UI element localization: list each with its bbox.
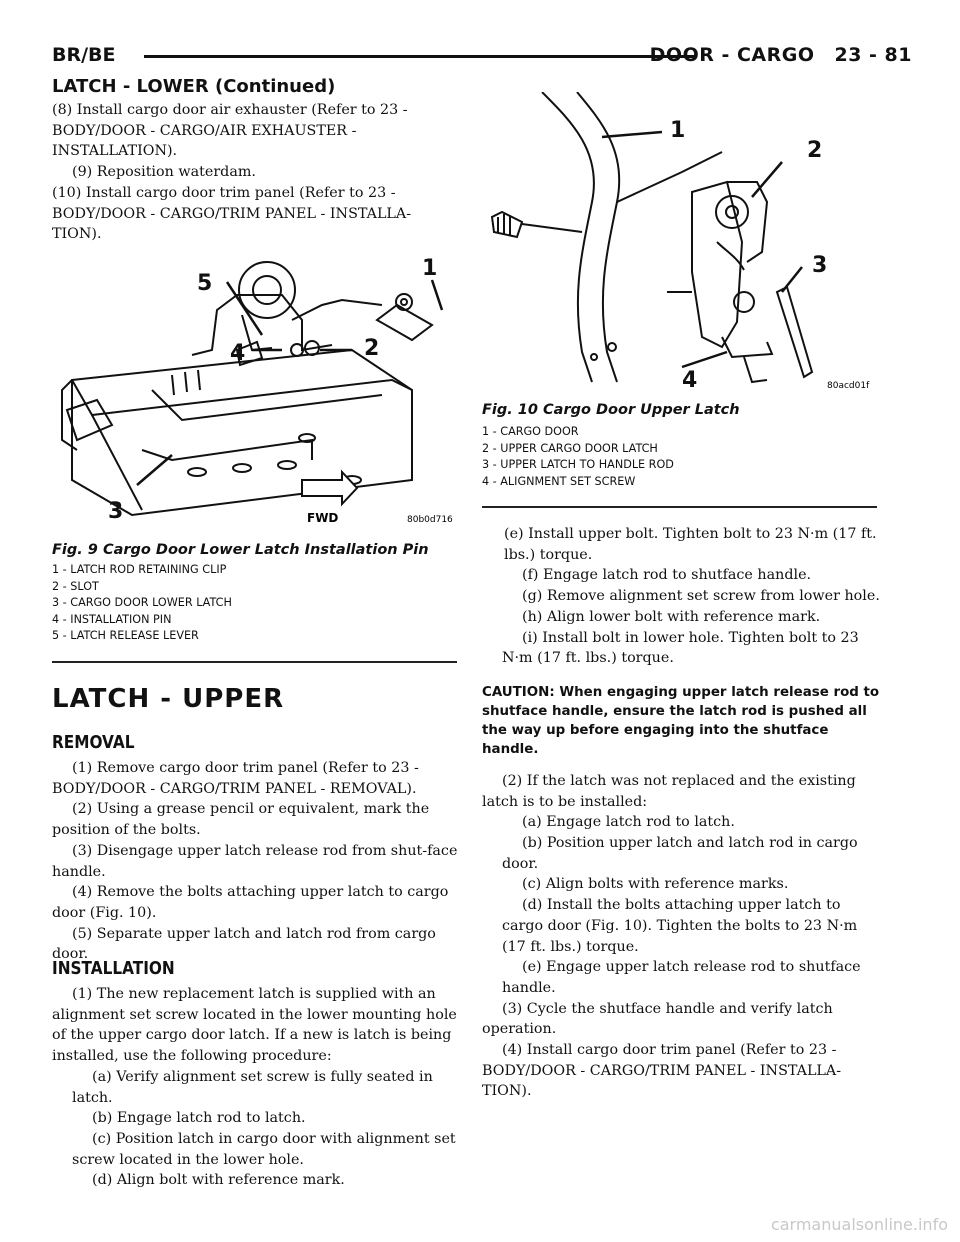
install-step-1: (1) The new replacement latch is supplied with an alignment set screw located in the lower mounting hole of the upper cargo door latch. If a new is latch is being installed, use the following procedure: (52, 986, 457, 1065)
fig9-callout-1: 1 (422, 256, 438, 281)
fig9-legend (52, 562, 462, 645)
fig10-callout-2: 2 (807, 138, 823, 163)
fig10-callout-3: 3 (812, 253, 828, 278)
fig9-caption: Fig. 9 Cargo Door Lower Latch Installation Pin (52, 542, 429, 558)
install-substep: (e) Engage upper latch release rod to shutface handle. (502, 959, 861, 996)
fig9-bottom-rule (52, 661, 457, 663)
removal-step: (5) Separate upper latch and latch rod from cargo door. (52, 925, 436, 963)
header-rule (144, 55, 694, 58)
install-substep: (d) Install the bolts attaching upper latch to cargo door (Fig. 10). Tighten the bolts to 23 N·m (17 ft. lbs.) torque. (502, 897, 858, 955)
header-section: DOOR - CARGO (649, 44, 815, 66)
fig10-legend-item: 4 - ALIGNMENT SET SCREW (482, 474, 636, 488)
install-substep: (c) Position latch in cargo door with alignment set screw located in the lower hole. (72, 1130, 456, 1168)
removal-step: (1) Remove cargo door trim panel (Refer to 23 - BODY/DOOR - CARGO/TRIM PANEL - REMOVAL). (52, 760, 419, 797)
fig9-callout-2: 2 (364, 336, 380, 361)
install-substep: (b) Position upper latch and latch rod in cargo door. (502, 835, 858, 872)
install-substep: (d) Align bolt with reference mark. (92, 1172, 345, 1189)
fig10-code: 80acd01f (827, 381, 870, 391)
install-step-4: (4) Install cargo door trim panel (Refer to 23 - BODY/DOOR - CARGO/TRIM PANEL - INSTALLA-TION). (482, 1042, 842, 1100)
installation-left (52, 984, 460, 1191)
intro-step-9: (9) Reposition waterdam. (72, 164, 256, 181)
install-substep: (f) Engage latch rod to shutface handle. (522, 567, 812, 584)
fig9-legend-item: 1 - LATCH ROD RETAINING CLIP (52, 563, 227, 576)
install-substep: (e) Install upper bolt. Tighten bolt to 23 N·m (17 ft. lbs.) torque. (504, 526, 877, 563)
install-substep: (h) Align lower bolt with reference mark. (522, 608, 821, 625)
install-substep: (c) Align bolts with reference marks. (522, 876, 789, 893)
install-substep: (a) Verify alignment set screw is fully seated in latch. (72, 1068, 433, 1106)
intro-step-10: (10) Install cargo door trim panel (Refer to 23 - BODY/DOOR - CARGO/TRIM PANEL - INSTALLA-TION). (52, 184, 412, 243)
install-substep: (g) Remove alignment set screw from lower hole. (522, 588, 880, 605)
fig9-code: 80b0d716 (407, 515, 453, 525)
installation-heading: INSTALLATION (52, 958, 175, 979)
page-header (52, 38, 912, 68)
section-title: LATCH - UPPER (52, 684, 285, 714)
fig9-callout-5: 5 (197, 271, 213, 296)
fig9-legend-item: 4 - INSTALLATION PIN (52, 612, 172, 626)
removal-step: (4) Remove the bolts attaching upper latch to cargo door (Fig. 10). (52, 884, 449, 921)
header-page-number: 23 - 81 (834, 44, 912, 66)
figure-9 (52, 250, 462, 645)
install-step-3: (3) Cycle the shutface handle and verify latch operation. (482, 1000, 833, 1038)
install-step-2: (2) If the latch was not replaced and the existing latch is to be installed: (482, 772, 856, 810)
fig9-callout-3: 3 (108, 499, 124, 524)
watermark: carmanualsonline.info (770, 1215, 948, 1234)
fig9-legend-item: 2 - SLOT (52, 579, 99, 593)
fig10-legend (482, 424, 880, 490)
fig10-bottom-rule (482, 506, 877, 508)
fig9-legend-item: 3 - CARGO DOOR LOWER LATCH (52, 596, 232, 610)
fig10-legend-item: 3 - UPPER LATCH TO HANDLE ROD (482, 458, 674, 472)
removal-heading: REMOVAL (52, 732, 135, 753)
installation-right (482, 524, 880, 1102)
fig10-callout-4: 4 (682, 368, 698, 392)
fig10-legend-item: 1 - CARGO DOOR (482, 425, 579, 438)
continued-title: LATCH - LOWER (Continued) (52, 76, 336, 97)
fig9-callout-4: 4 (230, 341, 246, 366)
fig10-legend-item: 2 - UPPER CARGO DOOR LATCH (482, 441, 658, 455)
fig10-callout-1: 1 (670, 118, 686, 143)
fig10-caption: Fig. 10 Cargo Door Upper Latch (482, 402, 740, 418)
removal-steps (52, 758, 460, 965)
install-substep: (a) Engage latch rod to latch. (522, 814, 735, 831)
install-substep: (b) Engage latch rod to latch. (92, 1110, 306, 1127)
lower-latch-illustration (52, 250, 462, 530)
upper-latch-illustration (482, 92, 880, 392)
figure-10 (482, 92, 880, 490)
header-right (630, 44, 912, 66)
caution-note: CAUTION: When engaging upper latch release rod to shutface handle, ensure the latch rod is pushed all the way up before engaging into the shutface handle. (482, 684, 880, 757)
removal-step: (3) Disengage upper latch release rod from shut-face handle. (52, 842, 458, 880)
left-intro (52, 100, 460, 245)
removal-step: (2) Using a grease pencil or equivalent, mark the position of the bolts. (52, 801, 430, 839)
install-substep: (i) Install bolt in lower hole. Tighten bolt to 23 N·m (17 ft. lbs.) torque. (502, 629, 859, 667)
fig9-fwd-label: FWD (307, 511, 339, 525)
header-model: BR/BE (52, 44, 116, 66)
fig9-legend-item: 5 - LATCH RELEASE LEVER (52, 629, 199, 643)
intro-step-8: (8) Install cargo door air exhauster (Refer to 23 - BODY/DOOR - CARGO/AIR EXHAUSTER - INSTALLATION). (52, 102, 408, 160)
